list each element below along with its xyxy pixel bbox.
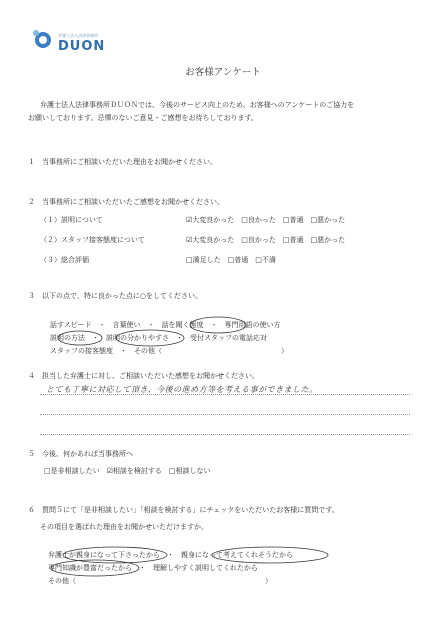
question-5: ５ 今後、何かあれば当事務所へ [28, 450, 133, 458]
q6-options-line-3[interactable]: その他（ ） [48, 577, 272, 585]
logo-text: DUON [58, 39, 106, 54]
q5-options[interactable]: □是非相談したい ☑相談を検討する □相談しない [44, 467, 211, 475]
answer-line [40, 414, 410, 415]
question-4: ４ 担当した弁護士に対し、ご相談いただいた感想をお聞かせください。 [28, 372, 259, 380]
intro-line-2: お願いしております。忌憚のないご意見・ご感想をお待ちしております。 [28, 114, 258, 122]
question-3: ３ 以下の点で、特に良かった点に○をしてください。 [28, 292, 202, 300]
q6-options-line-1[interactable]: 弁護士が親身になって下さったから ・ 親身になって考えてくれそうだから [48, 551, 293, 559]
page-title: お客様アンケート [185, 67, 261, 78]
q2-row-2-label: （２）スタッフ接客態度について [40, 236, 145, 244]
q2-row-2-options[interactable]: ☑大変良かった □良かった □普通 □悪かった [186, 236, 346, 244]
q2-row-3-label: （３）総合評価 [40, 256, 89, 264]
q6-options-line-2[interactable]: 専門知識が豊富だったから ・ 理解しやすく説明してくれたから [48, 564, 258, 572]
logo-subtitle: 弁護士法人法律事務所 [58, 33, 98, 38]
q2-row-3-options[interactable]: □満足した □普通 □不満 [186, 256, 276, 264]
question-2: ２ 当事務所にご相談いただいたご感想をお聞かせください。 [28, 198, 224, 206]
question-1: １ 当事務所にご相談いただいた理由をお聞かせください。 [28, 158, 217, 166]
q3-options-line-1[interactable]: 話すスピード ・ 言葉使い ・ 話を聞く態度 ・ 専門用語の使い方 [50, 321, 281, 329]
answer-line [40, 434, 410, 435]
question-6-sub: その項目を選ばれた理由をお聞かせいただけますか。 [40, 523, 208, 531]
intro-line-1: 弁護士法人法律事務所ＤＵＯＮでは、今後のサービス向上のため、お客様へのアンケートのご協力を [40, 101, 355, 109]
q3-options-line-3[interactable]: スタッフの接客態度 ・ その他（ ） [50, 347, 288, 355]
question-6: ６ 質問５にて「是非相談したい」「相談を検討する」にチェックをいただいたお客様に質問です。 [28, 506, 339, 514]
q2-row-1-label: （１）説明について [40, 216, 103, 224]
duon-logo-icon [31, 28, 53, 50]
q3-options-line-2[interactable]: 説明の方法 ・ 説明の分かりやすさ ・ 受付スタッフの電話応対 [50, 334, 267, 342]
q4-handwritten-answer: とても丁寧に対応して頂き、今後の進め方等を考える事ができました。 [46, 385, 318, 394]
answer-line [40, 394, 410, 395]
q2-row-1-options[interactable]: ☑大変良かった □良かった □普通 □悪かった [186, 216, 346, 224]
